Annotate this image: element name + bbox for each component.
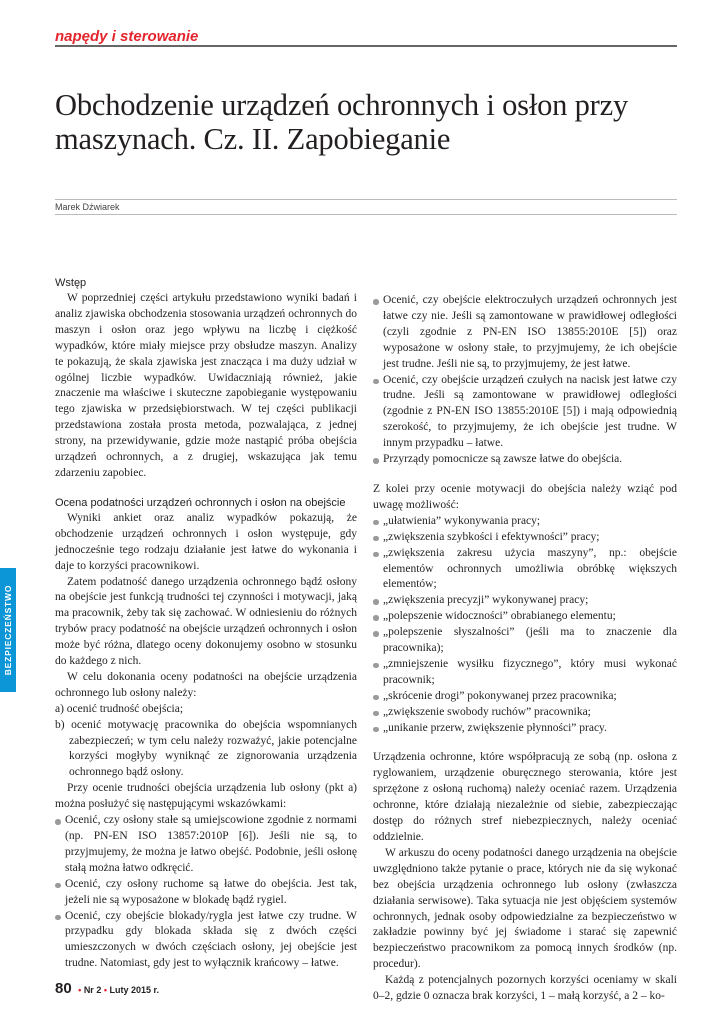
list-item: Przyrządy pomocnicze są zawsze łatwe do obejścia.	[373, 452, 677, 468]
heading-ocena: Ocena podatności urządzeń ochronnych i osłon na obejście	[55, 496, 346, 509]
paragraph: Urządzenia ochronne, które współpracują ze sobą (np. osłona z ryglowaniem, urządzenie oburęcznego sterowania, które jest sprzężone z osłoną ruchomą) należy oceniać razem. Urządzenia ochronne, które działają niezależnie od siebie, zabezpieczając dostęp do różnych stref niebezpiecznych, należy oceniać oddzielnie.	[373, 751, 677, 843]
list-item-a: a) ocenić trudność obejścia;	[55, 702, 184, 715]
list-item: „zwiększenia zakresu użycia maszyny”, np.: obejście elementów ochronnych umożliwia obróbkę większych elementów;	[373, 546, 677, 594]
author-rule-top	[55, 199, 677, 200]
list-item: „zmniejszenie wysiłku fizycznego”, który musi wykonać pracownik;	[373, 657, 677, 689]
side-tab-label: BEZPIECZEŃSTWO	[3, 584, 13, 676]
article-title: Obchodzenie urządzeń ochronnych i osłon przy maszynach. Cz. II. Zapobieganie	[55, 88, 629, 156]
bullet-list	[55, 813, 357, 972]
list-item: Ocenić, czy obejście elektroczułych urządzeń ochronnych jest łatwe czy nie. Jeśli są zamontowane w prawidłowej odległości (czyli zgodnie z PN-EN ISO 13855:2010E [5]) oraz wyposażone w osłony stałe, to przyjmujemy, że ich obejście jest trudne. Jeśli nie są, to przyjmujemy, że jest łatwe.	[373, 293, 677, 373]
list-item: „unikanie przerw, zwiększenie płynności” pracy.	[373, 721, 677, 737]
list-item: „polepszenie słyszalności” (jeśli ma to znaczenie dla pracownika);	[373, 625, 677, 657]
author: Marek Dźwiarek	[55, 202, 120, 212]
list-item: Ocenić, czy osłony stałe są umiejscowione zgodnie z normami (np. PN-EN ISO 13857:2010P [6]). Jeśli nie są, to przyjmujemy, że można je łatwo obejść. Podobnie, jeśli osłonę stałą można łatwo odkręcić.	[55, 813, 357, 877]
list-item: Ocenić, czy obejście blokady/rygla jest łatwe czy trudne. W przypadku gdy blokada składa się z dwóch części umieszczonych w dwóch częściach osłony, jej obejście jest trudne. Natomiast, gdy jest to wyłącznik krańcowy – łatwe.	[55, 909, 357, 973]
paragraph: Z kolei przy ocenie motywacji do obejścia należy wziąć pod uwagę możliwość:	[373, 482, 677, 511]
list-item: „zwiększenie swobody ruchów” pracownika;	[373, 705, 677, 721]
list-item-b: b) ocenić motywację pracownika do obejścia wspomnianych zabezpieczeń; w tym celu należy rozważyć, jakie potencjalne korzyści mogłyby wyniknąć ze zignorowania urządzenia ochronnego bądź osłony.	[55, 718, 357, 779]
paragraph: Zatem podatność danego urządzenia ochronnego bądź osłony na obejście jest funkcją trudności tej czynności i motywacji, jaką ma pracownik, żeby tak się zachować. W odniesieniu do różnych trybów pracy podatność na obejście urządzeń ochronnych i osłon może być różna, dlatego oceny dokonujemy osobno w stosunku do każdego z nich.	[55, 575, 357, 668]
issue-number: Nr 2	[83, 985, 102, 995]
header-rule	[55, 45, 677, 47]
list-item: „ułatwienia” wykonywania pracy;	[373, 514, 677, 530]
heading-wstep: Wstęp	[55, 277, 87, 289]
paragraph: W poprzedniej części artykułu przedstawiono wyniki badań i analiz zjawiska obchodzenia stosowania urządzeń ochronnych do maszyn i osłon oraz jego wpływu na liczbę i ciężkość wypadków, które miały miejsce przy obsłudze maszyn. Analizy te pokazują, że skala zjawiska jest znacząca i ma duży udział w ogólnej liczbie wypadków. Uwidaczniają również, jakie znaczenie ma właściwe i skuteczne zapobieganie występowaniu tego zjawiska w przedsiębiorstwach. W tej części publikacji przedstawiona została prosta metoda, pozwalająca, z jednej strony, na przewidywanie, gdzie może nastąpić próba obejścia urządzeń ochronnych, a z drugiej, wskazująca jak temu zdarzeniu zapobiec.	[55, 292, 357, 479]
issue-date: Luty 2015 r.	[109, 985, 160, 995]
author-rule-bottom	[55, 214, 677, 215]
paragraph: Każdą z potencjalnych pozornych korzyści oceniamy w skali 0–2, gdzie 0 oznacza brak korzyści, 1 – małą korzyść, a 2 – ko-	[373, 974, 677, 1003]
bullet-list	[373, 514, 677, 737]
section-label: napędy i sterowanie	[55, 28, 199, 45]
paragraph: W arkuszu do oceny podatności danego urządzenia na obejście uwzględniono także pytanie o prace, których nie da się wykonać bez obejścia urządzenia ochronnego lub osłony (zwłaszcza działania serwisowe). Taka sytuacja nie jest objęściem systemów ochronnych, jednak osoby odpowiedzialne za bezpieczeństwo w zakładzie powinny być jej świadome i starać się zapewnić bezpieczeństwo pracownikom za pomocą innych środków (np. procedur).	[373, 846, 677, 971]
list-item: Ocenić, czy obejście urządzeń czułych na nacisk jest łatwe czy trudne. Jeśli są zamontowane w prawidłowej odległości (zgodnie z PN-EN ISO 13855:2010E [5]) i mają odpowiednią szerokość, to przyjmujemy, że ich obejście jest trudne. W innym przypadku – łatwe.	[373, 373, 677, 453]
paragraph: Wyniki ankiet oraz analiz wypadków pokazują, że obchodzenie urządzeń ochronnych i osłon występuje, gdy jednocześnie tego rodzaju działanie jest łatwe do wykonania i daje to korzyści pracownikowi.	[55, 511, 357, 572]
paragraph: W celu dokonania oceny podatności na obejście urządzenia ochronnego lub osłony należy:	[55, 670, 357, 699]
footer: 80 • Nr 2 • Luty 2015 r.	[55, 980, 160, 997]
list-item: „skrócenie drogi” pokonywanej przez pracownika;	[373, 689, 677, 705]
side-tab	[0, 568, 16, 692]
bullet-list	[373, 293, 677, 468]
list-item: „polepszenie widoczności” obrabianego elementu;	[373, 609, 677, 625]
list-item: „zwiększenia szybkości i efektywności” pracy;	[373, 530, 677, 546]
right-column	[373, 293, 677, 1005]
left-column	[55, 276, 357, 972]
list-item: „zwiększenia precyzji” wykonywanej pracy;	[373, 593, 677, 609]
page-number: 80	[55, 980, 72, 997]
paragraph: Przy ocenie trudności obejścia urządzenia lub osłony (pkt a) można posłużyć się następującymi wskazówkami:	[55, 782, 357, 811]
list-item: Ocenić, czy osłony ruchome są łatwe do obejścia. Jest tak, jeżeli nie są wyposażone w blokadę bądź rygiel.	[55, 877, 357, 909]
